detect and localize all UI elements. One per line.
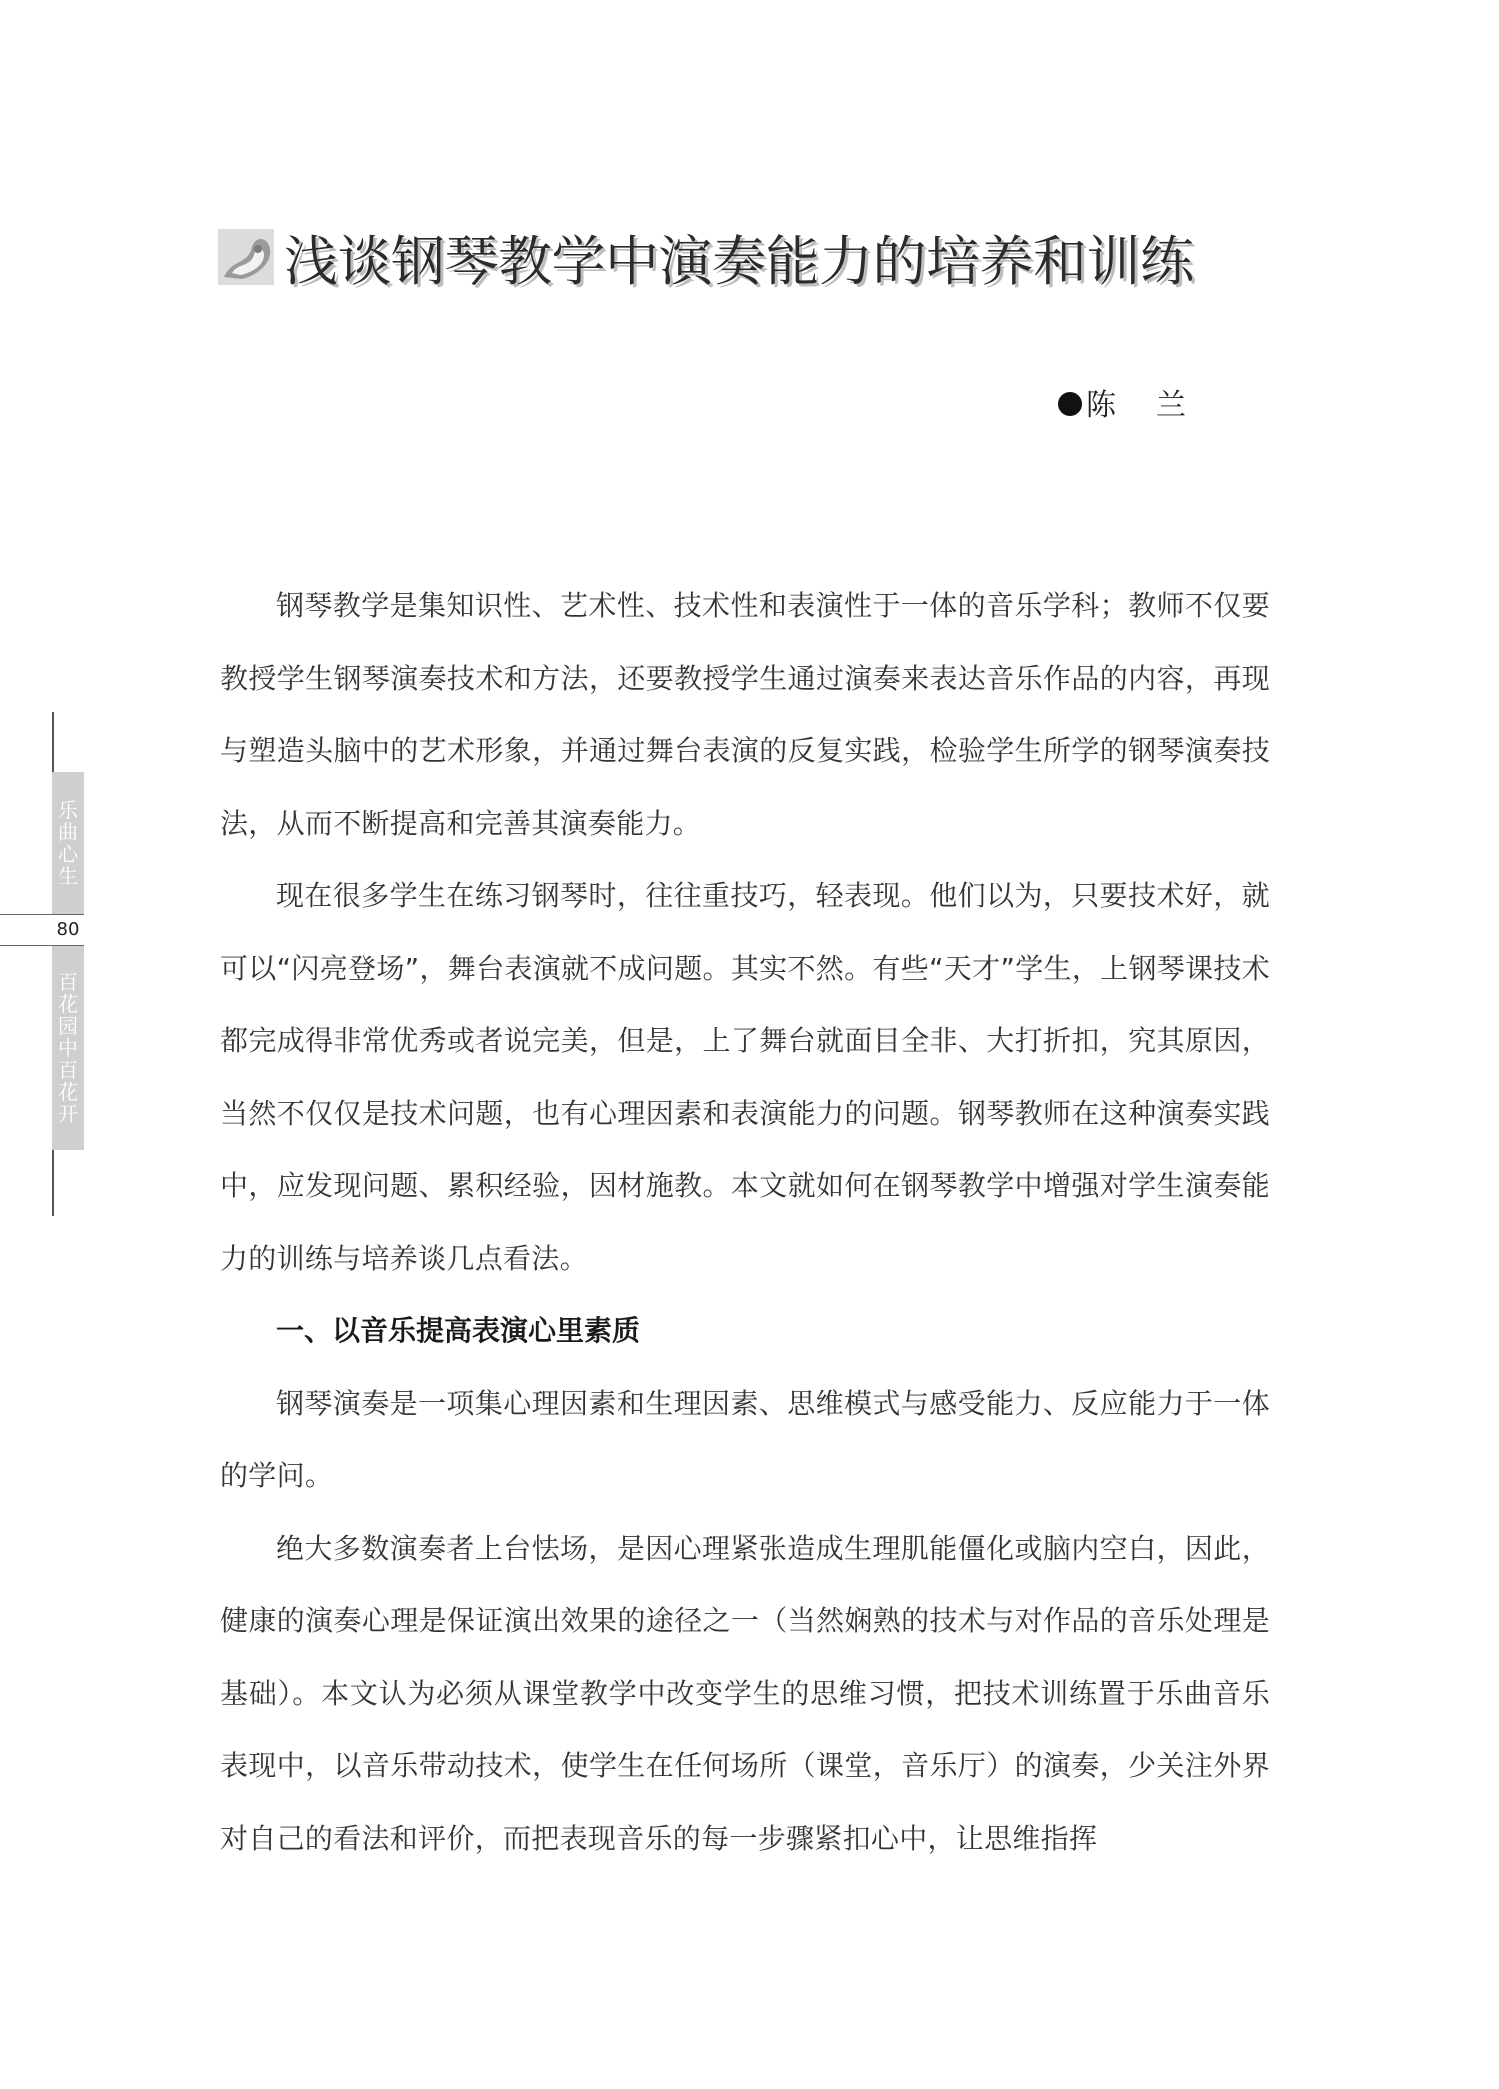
paragraph-4: 绝大多数演奏者上台怯场，是因心理紧张造成生理肌能僵化或脑内空白，因此，健康的演奏心理是保证演出效果的途径之一（当然娴熟的技术与对作品的音乐处理是基础）。本文认为必须从课堂教学中改变学生的思维习惯，把技术训练置于乐曲音乐表现中，以音乐带动技术，使学生在任何场所（课堂，音乐厅）的演奏，少关注外界对自己的看法和评价，而把表现音乐的每一步骤紧扣心中，让思维指挥	[220, 1531, 1270, 1855]
section-heading-1: 一、以音乐提高表演心里素质	[276, 1314, 641, 1347]
side-tab-bottom	[52, 946, 84, 1150]
side-tab-char: 乐	[58, 798, 78, 822]
side-tab-char: 园	[58, 1014, 78, 1038]
bullet-dot-icon	[1058, 392, 1082, 416]
page-number-band	[0, 914, 84, 946]
side-tab-char: 心	[58, 842, 78, 866]
side-tab-char: 百	[58, 970, 78, 994]
side-tab-char: 中	[58, 1036, 78, 1060]
side-tab-top	[52, 772, 84, 914]
article-title-block	[218, 222, 1194, 292]
side-tab-char: 曲	[58, 820, 78, 844]
side-tab-char: 花	[58, 992, 78, 1016]
paragraph-3: 钢琴演奏是一项集心理因素和生理因素、思维模式与感受能力、反应能力于一体的学问。	[220, 1386, 1270, 1492]
side-rule-top	[52, 712, 54, 772]
side-rule-bottom	[52, 1150, 54, 1216]
article-body	[220, 570, 1270, 1875]
side-tab-char: 开	[58, 1102, 78, 1126]
page-number: 80	[56, 919, 80, 940]
author-name: 陈兰	[1086, 388, 1226, 423]
emblem-graphic	[218, 229, 274, 285]
side-tab-char: 花	[58, 1080, 78, 1104]
paragraph-1: 钢琴教学是集知识性、艺术性、技术性和表演性于一体的音乐学科；教师不仅要教授学生钢琴演奏技术和方法，还要教授学生通过演奏来表达音乐作品的内容，再现与塑造头脑中的艺术形象，并通过舞台表演的反复实践，检验学生所学的钢琴演奏技法，从而不断提高和完善其演奏能力。	[220, 589, 1270, 840]
paragraph-2: 现在很多学生在练习钢琴时，往往重技巧，轻表现。他们以为，只要技术好，就可以“闪亮登场”，舞台表演就不成问题。其实不然。有些“天才”学生，上钢琴课技术都完成得非常优秀或者说完美，但是，上了舞台就面目全非、大打折扣，究其原因，当然不仅仅是技术问题，也有心理因素和表演能力的问题。钢琴教师在这种演奏实践中，应发现问题、累积经验，因材施教。本文就如何在钢琴教学中增强对学生演奏能力的训练与培养谈几点看法。	[220, 879, 1270, 1275]
author-line	[1058, 380, 1226, 424]
title-emblem-icon	[218, 229, 274, 285]
side-tab-char: 生	[58, 864, 78, 888]
side-tab-char: 百	[58, 1058, 78, 1082]
article-title: 浅谈钢琴教学中演奏能力的培养和训练	[284, 229, 1194, 293]
